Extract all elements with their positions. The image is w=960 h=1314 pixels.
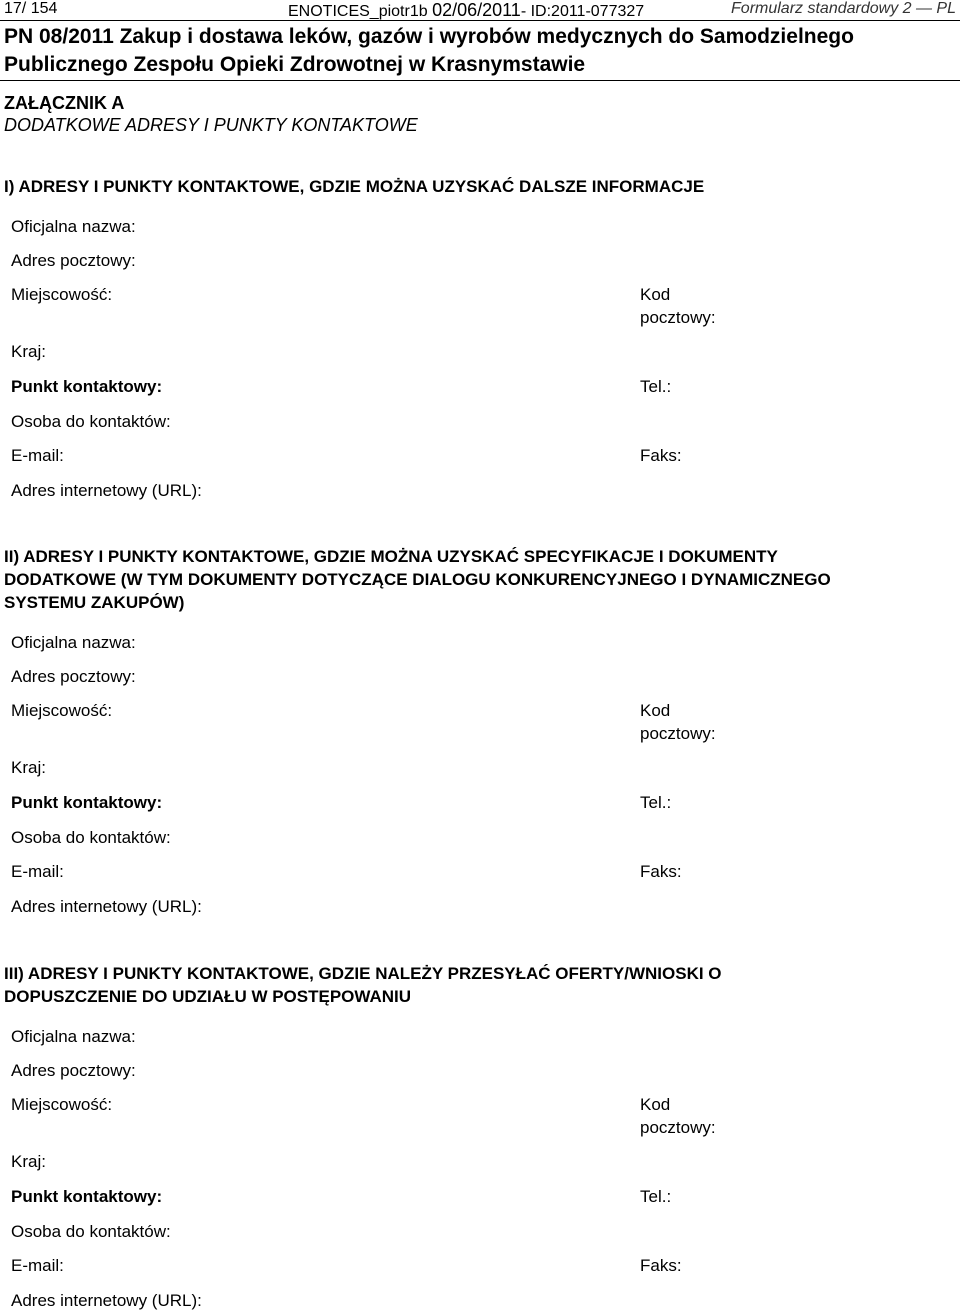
field-label-postal-address: Adres pocztowy: — [11, 1061, 136, 1080]
field-label-fax: Faks: — [640, 862, 682, 881]
document-id-suffix: - ID:2011-077327 — [520, 3, 645, 20]
notice-title-line-2: Publicznego Zespołu Opieki Zdrowotnej w Krasnymstawie — [4, 53, 586, 76]
field-label-postal-code-2: pocztowy: — [640, 308, 716, 327]
field-label-fax: Faks: — [640, 446, 682, 465]
field-label-email: E-mail: — [11, 862, 64, 881]
title-divider — [0, 80, 960, 81]
field-label-contact-person: Osoba do kontaktów: — [11, 828, 171, 847]
field-label-contact-point: Punkt kontaktowy: — [11, 377, 163, 396]
field-label-contact-person: Osoba do kontaktów: — [11, 1222, 171, 1241]
form-name: Formularz standardowy 2 — PL — [731, 0, 956, 17]
section-heading-line: DOPUSZCZENIE DO UDZIAŁU W POSTĘPOWANIU — [4, 987, 412, 1006]
field-label-official-name: Oficjalna nazwa: — [11, 217, 136, 236]
field-label-postal-code-1: Kod — [640, 701, 671, 720]
field-label-phone: Tel.: — [640, 377, 672, 396]
section-heading-line: SYSTEMU ZAKUPÓW) — [4, 593, 185, 612]
document-id-prefix: ENOTICES_piotr1b — [288, 3, 428, 20]
field-label-postal-code-1: Kod — [640, 285, 671, 304]
field-label-postal-code-1: Kod — [640, 1095, 671, 1114]
field-label-contact-person: Osoba do kontaktów: — [11, 412, 171, 431]
field-label-phone: Tel.: — [640, 1187, 672, 1206]
field-label-postal-code-2: pocztowy: — [640, 724, 716, 743]
field-label-town: Miejscowość: — [11, 285, 113, 304]
field-label-country: Kraj: — [11, 342, 46, 361]
field-label-fax: Faks: — [640, 1256, 682, 1275]
field-label-contact-point: Punkt kontaktowy: — [11, 793, 163, 812]
field-label-email: E-mail: — [11, 1256, 64, 1275]
field-label-internet: Adres internetowy (URL): — [11, 481, 202, 500]
annex-code: ZAŁĄCZNIK A — [4, 93, 125, 113]
field-label-country: Kraj: — [11, 758, 46, 777]
header-divider — [0, 20, 960, 21]
field-label-contact-point: Punkt kontaktowy: — [11, 1187, 163, 1206]
field-label-phone: Tel.: — [640, 793, 672, 812]
field-label-country: Kraj: — [11, 1152, 46, 1171]
section-heading-line: III) ADRESY I PUNKTY KONTAKTOWE, GDZIE NALEŻY PRZESYŁAĆ OFERTY/WNIOSKI O — [4, 964, 722, 983]
section-heading-line: DODATKOWE (W TYM DOKUMENTY DOTYCZĄCE DIALOGU KONKURENCYJNEGO I DYNAMICZNEGO — [4, 570, 831, 589]
notice-title-line-1: PN 08/2011 Zakup i dostawa leków, gazów i wyrobów medycznych do Samodzielnego — [4, 25, 854, 48]
document-id — [288, 1, 644, 20]
field-label-postal-address: Adres pocztowy: — [11, 251, 136, 270]
field-label-official-name: Oficjalna nazwa: — [11, 1027, 136, 1046]
field-label-town: Miejscowość: — [11, 1095, 113, 1114]
section-heading-line: I) ADRESY I PUNKTY KONTAKTOWE, GDZIE MOŻNA UZYSKAĆ DALSZE INFORMACJE — [4, 177, 705, 196]
document-date: 02/06/2011 — [432, 0, 521, 20]
field-label-postal-address: Adres pocztowy: — [11, 667, 136, 686]
section-heading-line: II) ADRESY I PUNKTY KONTAKTOWE, GDZIE MOŻNA UZYSKAĆ SPECYFIKACJE I DOKUMENTY — [4, 547, 778, 566]
page-number: 17/ 154 — [4, 0, 58, 17]
field-label-internet: Adres internetowy (URL): — [11, 897, 202, 916]
field-label-internet: Adres internetowy (URL): — [11, 1291, 202, 1310]
field-label-official-name: Oficjalna nazwa: — [11, 633, 136, 652]
page-header — [0, 0, 960, 22]
field-label-postal-code-2: pocztowy: — [640, 1118, 716, 1137]
field-label-email: E-mail: — [11, 446, 64, 465]
annex-title: DODATKOWE ADRESY I PUNKTY KONTAKTOWE — [4, 115, 418, 135]
field-label-town: Miejscowość: — [11, 701, 113, 720]
